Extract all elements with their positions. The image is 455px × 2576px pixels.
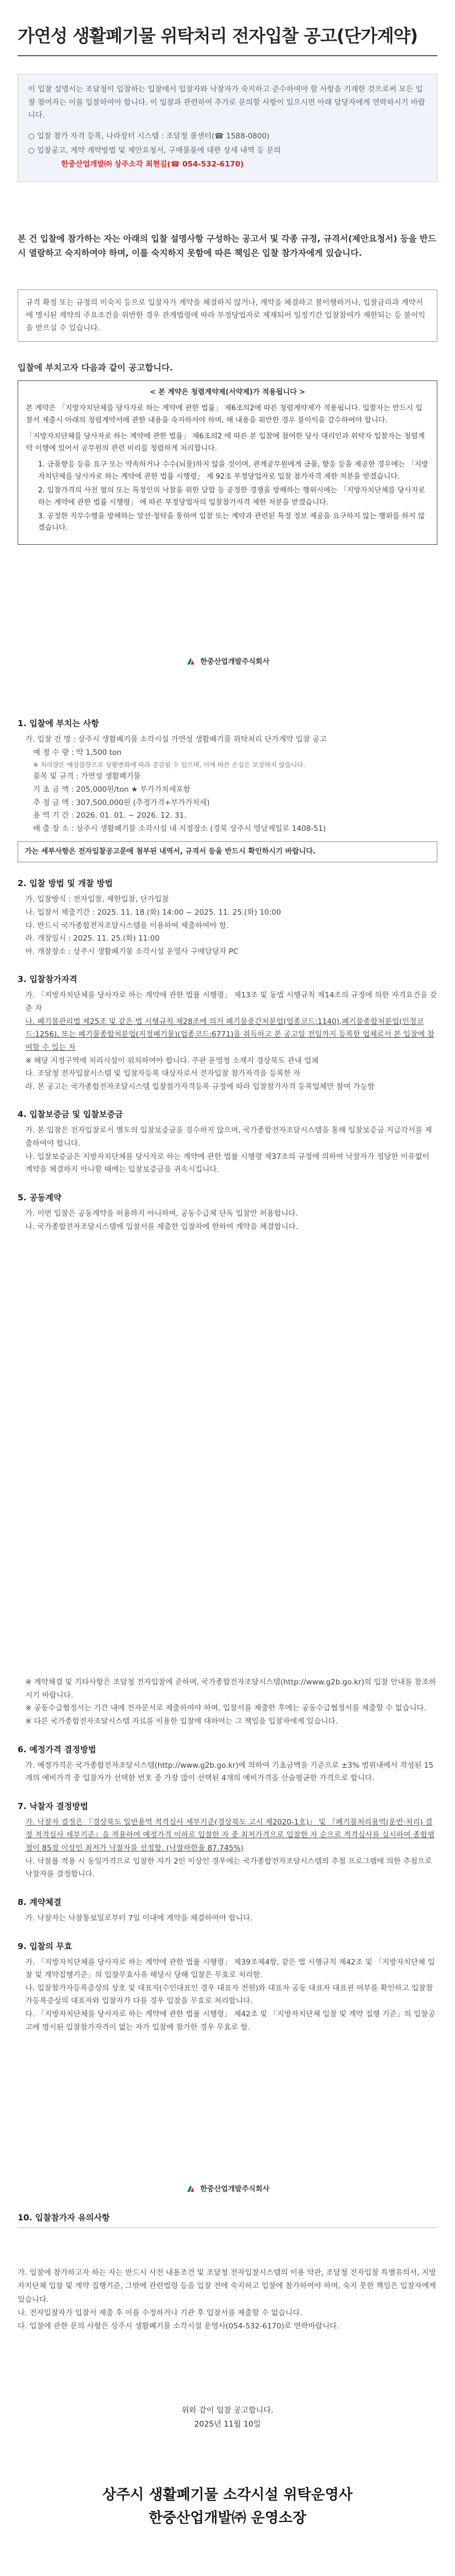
section-award bbox=[18, 1800, 437, 1881]
section-title: 1. 입찰에 부치는 사항 bbox=[18, 718, 99, 728]
section-row: 가. 낙찰자 결정은 『경상북도 일반용역 적격심사 세부기준(경상북도 고시 제2020-1호)』 및 『폐기물처리용역(운반·처리) 결정 적격심사 세부기준』을 적용하여 예정가격 이하로 입찰한 자 중 최저가격으로 입찰한 자 순으로 적격심사를 실시하여 종합평점이 85점 이상인 최저가 낙찰자를 선정함. (낙찰하한율 87.745%) bbox=[25, 1817, 435, 1853]
company-logo-icon bbox=[186, 2183, 196, 2193]
section-row: ※ 다른 국가종합전자조달시스템 자료를 이용한 입찰에 대하여는 그 책임을 입찰자에게 있습니다. bbox=[25, 1716, 338, 1726]
section-price bbox=[18, 1743, 437, 1785]
section-title: 2. 입찰 방법 및 개찰 방법 bbox=[18, 878, 113, 889]
section-items bbox=[18, 717, 437, 862]
section-title: 7. 낙찰자 결정방법 bbox=[18, 1801, 89, 1811]
section-row: ※ 해당 지정구역에 처리시설이 위치하여야 합니다. 주관 운영청 소재지 경상북도 관내 업체 bbox=[25, 1056, 319, 1065]
section-row: 가. 본 입찰은 전자입찰로서 별도의 입찰보증금을 징수하지 않으며, 국가종합전자조달시스템을 통해 입찰보증금 지급각서를 제출하여야 합니다. bbox=[25, 1126, 432, 1149]
section-title: 6. 예정가격 결정방법 bbox=[18, 1744, 96, 1754]
announcement-lead: 입찰에 부치고자 다음과 같이 공고합니다. bbox=[18, 363, 174, 373]
signature-line-1: 상주시 생활폐기물 소각시설 위탁운영사 bbox=[102, 2487, 353, 2503]
section-row: 나. 입찰보증금은 지방자치단체를 당사자로 하는 계약에 관한 법률 시행령 제37조의 규정에 의하여 낙찰자가 정당한 이유없이 계약을 체결하지 아니할 때에는 입찰보증금을 귀속시킵니다. bbox=[25, 1152, 430, 1174]
closing-text: 위와 같이 입찰 공고합니다. bbox=[181, 2406, 274, 2415]
section-row: ※ 계약체결 및 기타사항은 조달청 전자입찰에 준하며, 국가종합전자조달시스템(http://www.g2b.go.kr)의 입찰 안내를 참조하시기 바랍니다. bbox=[25, 1678, 436, 1700]
clause-paragraph-1: 본 계약은 「지방자치단체를 당사자로 하는 계약에 관한 법률」 제6조의2에 따른 청렴계약제가 적용됩니다. 입찰자는 반드시 입찰서 제출시 아래의 청렴계약서에 관한 내용을 숙지하셔야 하며, 해 내용을 위반한 경우 불이익을 감수하여야 합니다. bbox=[26, 404, 422, 425]
section-row: 가. 예정가격은 국가종합전자조달시스템(http://www.g2b.go.kr)에 의하여 기초금액을 기준으로 ±3% 범위내에서 작성된 15개의 예비가격 중 입찰자가 선택한 번호 중 가장 많이 선택된 4개의 예비가격을 산술평균한 가격으로 합니다. bbox=[25, 1761, 434, 1783]
org-logo-row bbox=[0, 656, 455, 668]
footer-note: 나. 전자입찰자가 입찰서 제출 후 이를 수정하거나 기관 후 입찰서를 제출할 수 없습니다. bbox=[18, 2308, 302, 2317]
section-title: 8. 계약체결 bbox=[18, 1897, 62, 1907]
section-method bbox=[18, 877, 437, 958]
clause-paragraph-2: 「지방자치단체를 당사자로 하는 계약에 관한 법률」 제6조의2 에 따른 본 입찰에 참여한 당사 대리인과 위탁자 입찰자는 청렴계약 이행에 있어서 공무원의 관련 비리를 청렴하게 처리합니다. bbox=[26, 432, 425, 453]
section-row: 품목 및 규격 : 가연성 생활폐기물 bbox=[33, 772, 141, 781]
clause-item: 3. 공정한 직무수행을 방해하는 알선·청탁을 통하여 입찰 또는 계약과 관련된 특정 정보 제공을 요구하지 않는 행위를 하지 않겠습니다. bbox=[38, 512, 425, 533]
rule-box: 규격 확정 또는 규정의 미숙지 등으로 입찰자가 계약을 체결하지 않거나, 계약을 체결하고 불이행하거나, 입찰금리과 계약서에 명시된 계약의 주요조건을 위반한 경우 관계법령에 따라 부정당업자로 제재되어 일정기간 입찰참여가 제한되는 등 불이익을 받으실 수 있습니다. bbox=[18, 289, 437, 342]
main-sections bbox=[18, 717, 437, 1248]
company-logo-icon bbox=[186, 656, 196, 666]
contact-person: 한중산업개발㈜ 상주소각 최현길(☎ 054-532-6170) bbox=[61, 160, 244, 169]
section-row: 용 역 기 간 : 2026. 01. 01. ~ 2026. 12. 31. bbox=[33, 811, 187, 820]
signature-block bbox=[0, 2484, 455, 2530]
section-row: ※ 처리량은 예상물량으로 상황변화에 따라 증감될 수 있으며, 이에 따른 손실은 보상하지 않습니다. bbox=[33, 761, 306, 769]
section-deposit bbox=[18, 1108, 437, 1177]
section-title: 4. 입찰보증금 및 입찰보증금 bbox=[18, 1109, 123, 1120]
notice-contacts bbox=[28, 130, 427, 171]
section-row: 가. 「지방자치단체를 당사자로 하는 계약에 관한 법률 시행령」 제13조 및 동법 시행규칙 제14조의 규정에 의한 자격요건을 갖춘 자 bbox=[25, 991, 437, 1013]
section-row: 마. 개찰장소 : 상주시 생활폐기물 소각시설 운영사 구매담당자 PC bbox=[25, 947, 239, 956]
section-notes bbox=[18, 1676, 437, 1729]
clause-heading: < 본 계약은 청렴계약제(서약제)가 적용됩니다 > bbox=[149, 388, 306, 396]
section-row: 가. 입찰방식 : 전자입찰, 제한입찰, 단가입찰 bbox=[25, 895, 169, 904]
integrity-clause-box bbox=[18, 380, 437, 545]
footer-notes bbox=[18, 2266, 437, 2333]
section-row: 나. 국가종합전자조달시스템에 입찰서를 제출한 입찰자에 한하여 계약을 체결합니다. bbox=[25, 1222, 299, 1231]
continued-sections bbox=[18, 1676, 437, 2048]
date-block bbox=[0, 2404, 455, 2432]
section-row: 라. 본 공고는 국가종합전자조달시스템 입찰참가자격등록 규정에 따라 입찰참가자격 등록업체만 참여 가능함 bbox=[25, 1082, 375, 1091]
section-row: 나. 폐기물관리법 제25조 및 같은 법 시행규칙 제28조에 의거 폐기물중간처분업(업종코드:1140),폐기물종합처분업(인정코드:1256), 또는 폐기물종합처분업(지정폐기물)(업종코드:6771)을 취득하고 본 공고일 전일까지 등록한 업체로서 본 입찰에 참여할 수 있는 자 bbox=[25, 1017, 435, 1052]
section-eligibility bbox=[18, 973, 437, 1093]
clause-items bbox=[26, 459, 429, 534]
title-divider bbox=[18, 55, 437, 56]
section-row: 나. 입찰참가자등록증상의 상호 및 대표자(수인대표인 경우 대표자 전원)와 대표자 공동 대표자 대표권 여부를 확인하고 입찰참가등록증상의 대표자와 입찰자가 다를 경우 입찰을 무효로 처리합니다. bbox=[25, 1983, 433, 2006]
section-contract bbox=[18, 1896, 437, 1925]
clause-item: 1. 금품향응 등을 요구 또는 약속하거나 수수(뇌물)하지 않을 것이며, 관계공무원에게 금품, 향응 등을 제공한 경우에는 「지방자치단체를 당사자로 하는 계약에 관한 법률 시행령」 제 92조 부정당업자로 입찰 참가자격 제한 처분을 받겠습니다. bbox=[38, 460, 429, 481]
contact-inquiry: ○ 입찰공고, 계약 계약방법 및 제안요청서, 구매물품에 대한 상세 내역 등 문의 bbox=[28, 146, 281, 155]
org-logo-row-2 bbox=[0, 2183, 455, 2196]
contact-g2b: ○ 입찰 참가 자격 등록, 나라장터 시스템 : 조달청 콜센터(☎ 1588-0800) bbox=[28, 131, 270, 141]
clause-item: 2. 입찰가격의 사전 협의 또는 특정인의 낙찰을 위한 담합 등 공정한 경쟁을 방해하는 행위시에는 「지방자치단체를 당사자로 하는 계약에 관한 법률 시행령」 에 따른 부정당업자의 입찰참가자격 제한 처분을 받겠습니다. bbox=[38, 486, 425, 507]
org-name: 한중산업개발주식회사 bbox=[200, 2185, 270, 2193]
section-row: 나. 입찰서 제출기간 : 2025. 11. 18.(화) 14:00 ~ 2025. 11. 25.(화) 10:00 bbox=[25, 908, 281, 917]
section-row: 나. 낙찰률 적용 시 동일가격으로 입찰한 자가 2인 이상인 경우에는 국가종합전자조달시스템의 추첨 프로그램에 의한 추첨으로 낙찰자를 결정합니다. bbox=[25, 1856, 432, 1879]
section-invalid bbox=[18, 1940, 437, 2035]
section-row: ※ 공동수급협정서는 기간 내에 전자문서로 제출하여야 하며, 입찰서를 제출한 후에는 공동수급협정서를 제출할 수 없습니다. bbox=[25, 1704, 426, 1713]
org-name: 한중산업개발주식회사 bbox=[200, 658, 270, 666]
section-row: 가. 「지방자치단체를 당사자로 하는 계약에 관한 법률 시행령」 제39조제4항, 같은 법 시행규칙 제42조 및 「지방자치단체 입찰 및 계약집행기준」의 입찰무효사유 해당시 당해 입찰은 무효로 처리함. bbox=[25, 1957, 435, 1980]
intro-text: 본 건 입찰에 참가하는 자는 아래의 입찰 설명사항 구성하는 공고서 및 각종 규정, 규격서(제안요청서) 등을 반드시 열람하고 숙지하여야 하며, 이를 숙지하지 못함에 따른 책임은 입찰 참가자에게 있습니다. bbox=[18, 234, 436, 259]
section-title: 10. 입찰참가자 유의사항 bbox=[18, 2213, 110, 2223]
footer-note: 다. 입찰에 관한 문의 사항은 상주시 생활폐기물 소각시설 운영사(054-532-6170)로 연락바랍니다. bbox=[18, 2322, 339, 2331]
notice-body: 이 입찰 설명서는 조달청이 입찰하는 입찰에서 입찰자와 낙찰자가 숙지하고 준수하여야 할 사항을 기재한 것으로써 모든 입찰 참여자는 이를 입찰하여야 합니다. 이 입찰과 관련하여 추가로 문의할 사항이 있으시면 아래 담당자에게 연락하시기 바랍니다. bbox=[28, 85, 425, 120]
notice-date: 2025년 11월 10일 bbox=[194, 2420, 261, 2429]
section-title: 5. 공동계약 bbox=[18, 1192, 62, 1203]
section-row: 다. 반드시 국가종합전자조달시스템을 이용하여 제출하여야 함. bbox=[25, 921, 229, 930]
section-row: 다. 조달청 전자입찰시스템 및 입찰자등록 대상자로서 전자입찰 참가자격을 등록한 자 bbox=[25, 1069, 301, 1078]
section-row: 기 초 금 액 : 205,000원/ton ★ 부가가치세포함 bbox=[33, 785, 191, 794]
signature-line-2: 한중산업개발㈜ 운영소장 bbox=[148, 2509, 307, 2526]
section-row: 가. 낙찰자는 낙찰통보일로부터 7일 이내에 계약을 체결하여야 합니다. bbox=[25, 1913, 253, 1923]
page-title: 가연성 생활폐기물 위탁처리 전자입찰 공고(단가계약) bbox=[18, 25, 418, 46]
section-row: 가. 이번 입찰은 공동계약을 허용하지 아니하며, 공동수급체 단독 입찰만 허용합니다. bbox=[25, 1209, 298, 1218]
section-row: 예 정 수 량 : 약 1,500 ton bbox=[33, 748, 122, 757]
section-title: 9. 입찰의 무효 bbox=[18, 1941, 73, 1951]
section-row: 추 정 금 액 : 307,500,000원 (추정가격+부가가치세) bbox=[33, 798, 210, 807]
section-row: 배 출 장 소 : 상주시 생활폐기물 소각시설 내 지정장소 (경북 상주시 영남제일로 1408-51) bbox=[33, 824, 326, 833]
section-row: 라. 개찰일시 : 2025. 11. 25.(화) 11:00 bbox=[25, 934, 160, 943]
section-joint-contract bbox=[18, 1191, 437, 1233]
section-row: 다. 「지방자치단체를 당사자로 하는 계약에 관한 법률 시행령」 제42조 및 「지방자치단체 입찰 및 계약 집행 기준」의 입찰공고에 명시된 입찰참가자격이 없는 자가 입찰에 참가한 경우 무효로 함. bbox=[25, 2010, 436, 2032]
warning-box: 가는 세부사항은 전자입찰공고문에 첨부된 내역서, 규격서 등을 반드시 확인하시기 바랍니다. bbox=[18, 841, 437, 863]
footer-note: 가. 입찰에 참가하고자 하는 자는 반드시 사전 내용조건 및 조달청 전자입찰시스템의 이용 약관, 조달청 전자입찰 특별유의서, 지방자치단체 입찰 및 계약 집행기준, 그밖에 관련법령 등을 입찰 전에 숙지하고 입찰에 참가하여야 하며, 숙지 못한 책임은 입찰자에게 있습니다. bbox=[18, 2268, 436, 2304]
section-title: 3. 입찰참가자격 bbox=[18, 974, 78, 985]
notice-box bbox=[18, 74, 437, 182]
section-row: 가. 입찰 건 명 : 상주시 생활폐기물 소각시설 가연성 생활폐기물 위탁처리 단가계약 입찰 공고 bbox=[25, 735, 327, 744]
